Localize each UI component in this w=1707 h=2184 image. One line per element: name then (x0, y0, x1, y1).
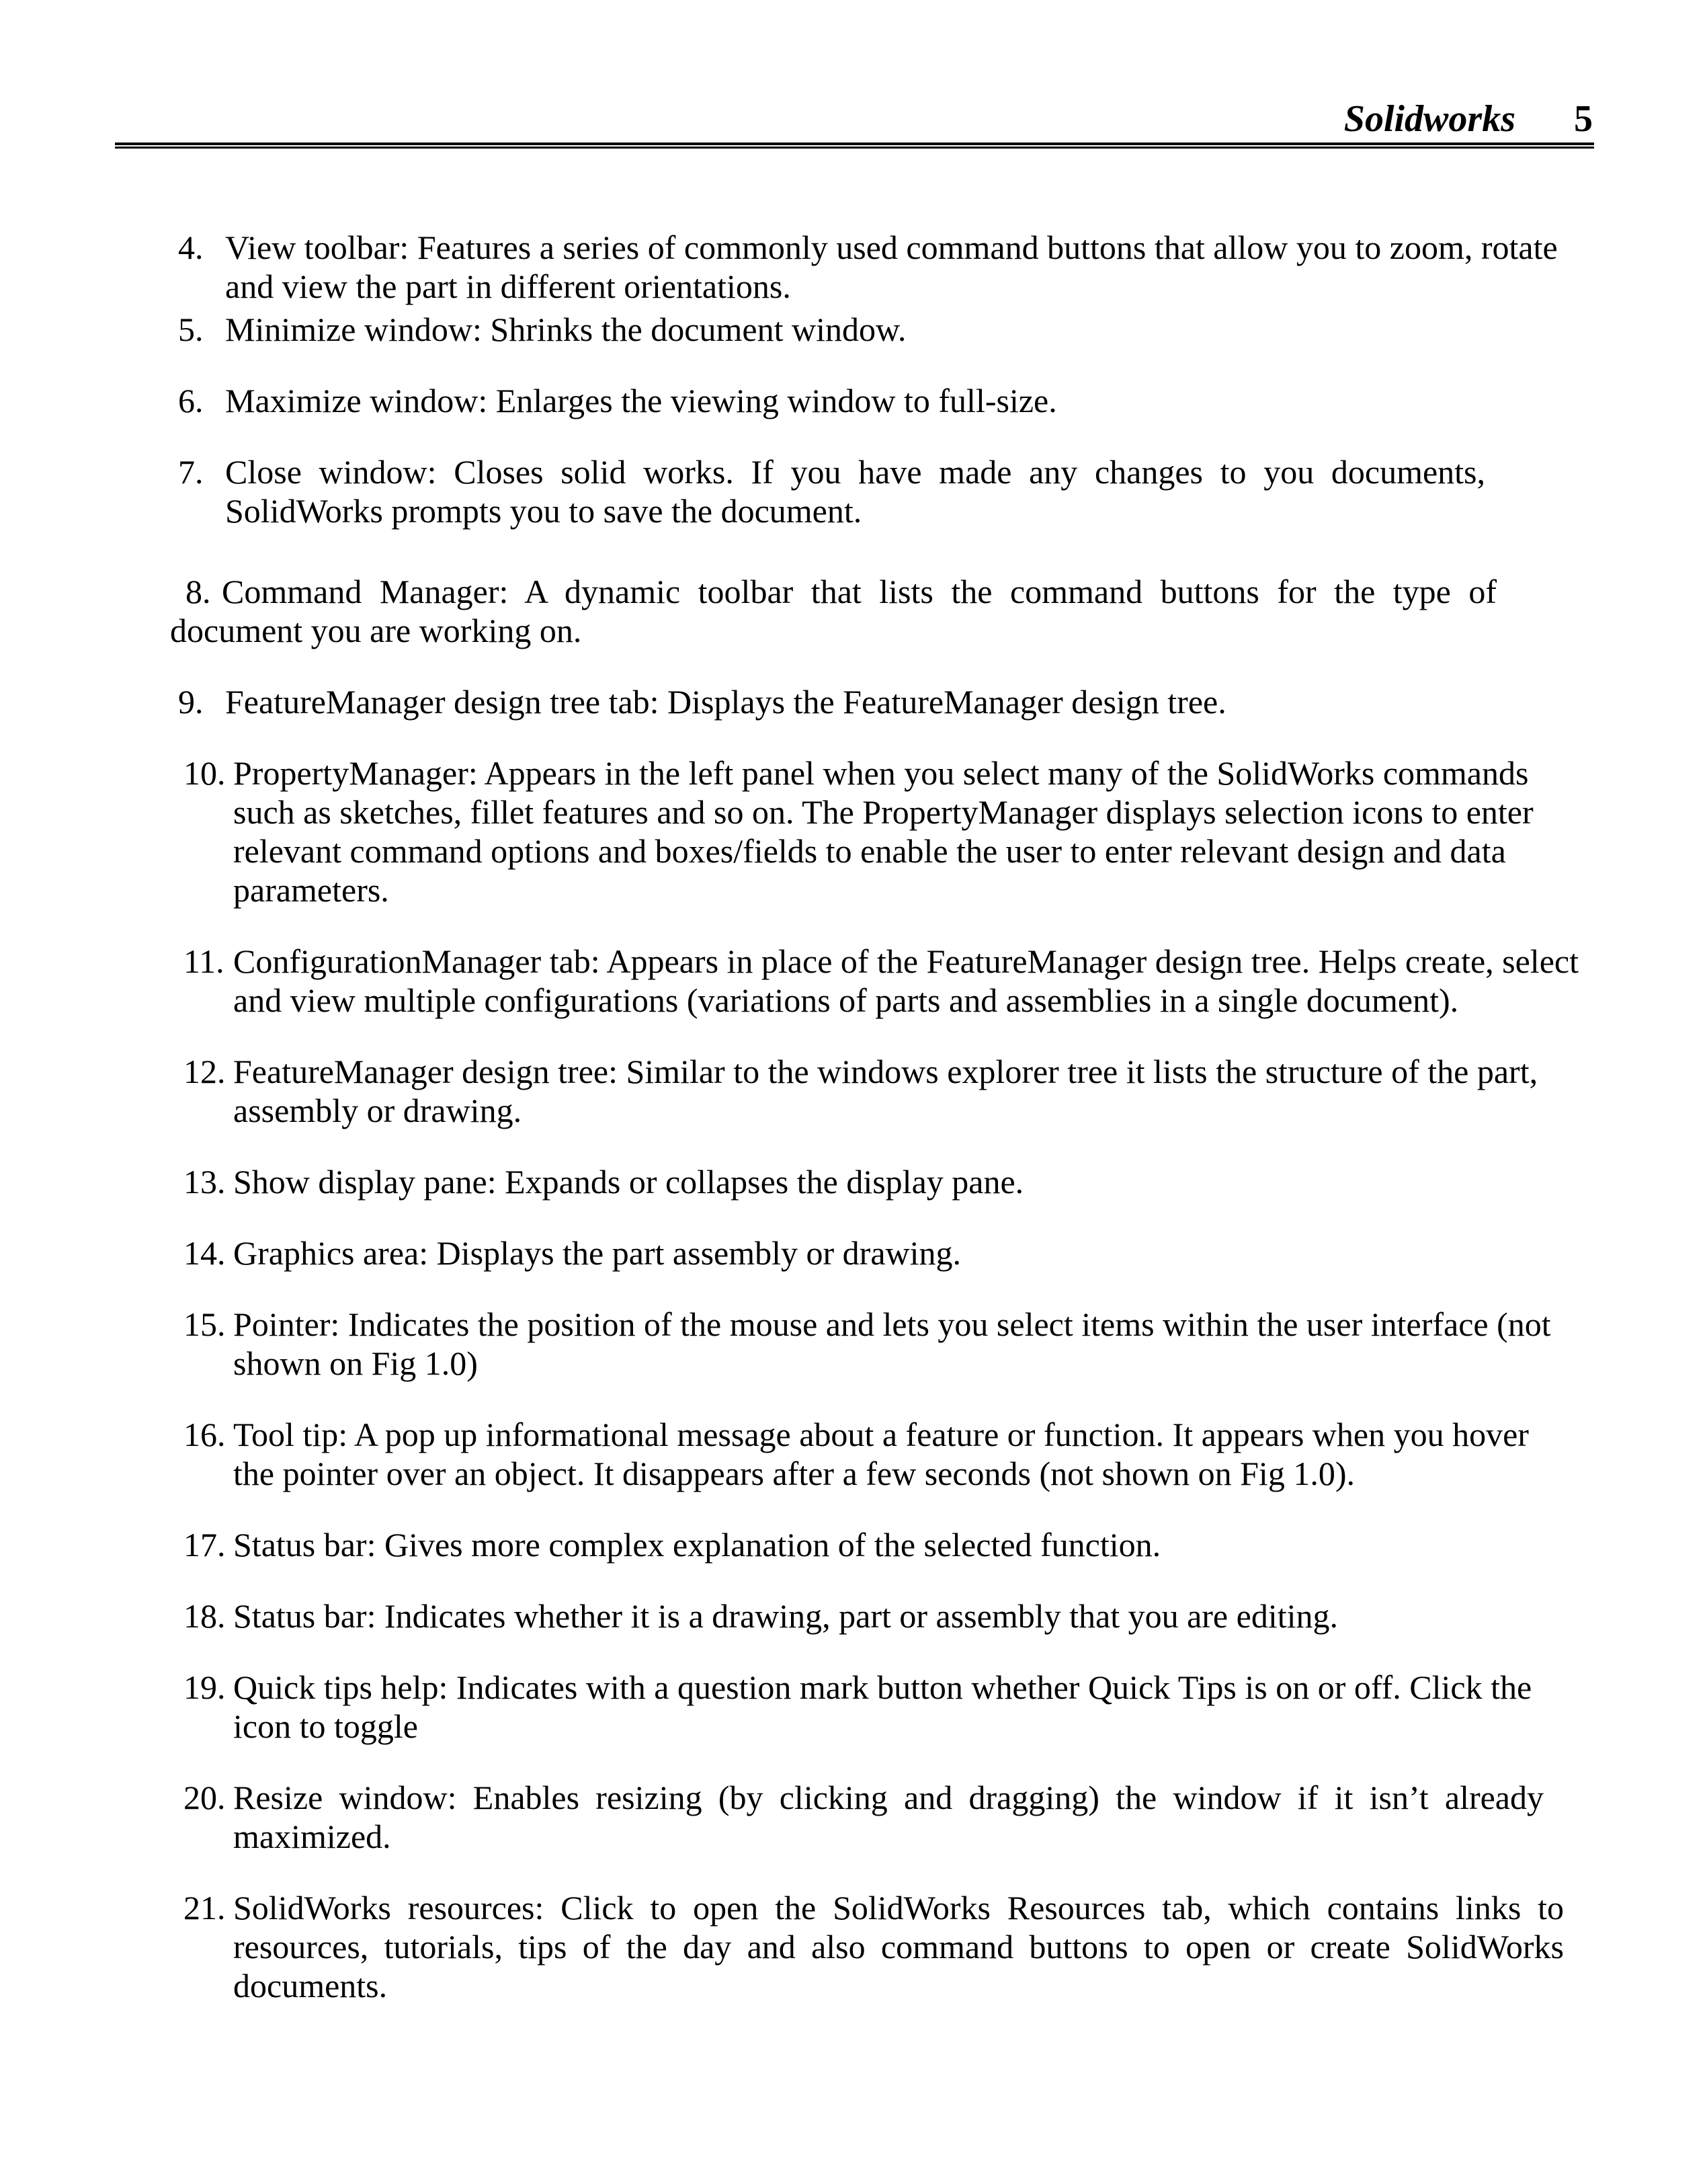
text-line: Resize window: Enables resizing (by clicking and dragging) the window if it isn’t already (233, 1779, 1544, 1816)
text-line: and view the part in different orientations. (225, 268, 791, 305)
list-item-7 (0, 452, 1707, 530)
text-line: maximized. (233, 1818, 391, 1855)
text-line: icon to toggle (233, 1707, 418, 1745)
text-line: SolidWorks prompts you to save the document. (225, 492, 862, 530)
item-number: 11. (183, 942, 224, 980)
text-line: Maximize window: Enlarges the viewing window to full-size. (225, 382, 1057, 419)
text-line: Close window: Closes solid works. If you have made any changes to you documents, (225, 453, 1485, 491)
item-number: 21. (183, 1889, 226, 1927)
text-line: SolidWorks resources: Click to open the SolidWorks Resources tab, which contains links to (233, 1889, 1564, 1927)
item-number: 17. (183, 1526, 226, 1564)
list-item-13 (0, 1162, 1707, 1201)
text-line: shown on Fig 1.0) (233, 1344, 478, 1382)
list-item-5 (0, 310, 1707, 349)
list-item-4 (0, 228, 1707, 306)
header-page-number: 5 (1574, 98, 1593, 140)
item-number: 12. (183, 1053, 226, 1090)
list-item-15 (0, 1305, 1707, 1383)
list-item-16 (0, 1415, 1707, 1493)
item-number: 10. (183, 754, 226, 792)
text-line: Tool tip: A pop up informational message about a feature or function. It appears when you hover (233, 1416, 1529, 1453)
text-line: the pointer over an object. It disappears after a few seconds (not shown on Fig 1.0). (233, 1455, 1355, 1492)
text-line: and view multiple configurations (variations of parts and assemblies in a single document). (233, 981, 1459, 1019)
text-line: Status bar: Indicates whether it is a drawing, part or assembly that you are editing. (233, 1597, 1338, 1635)
list-item-18 (0, 1596, 1707, 1635)
list-item-10 (0, 754, 1707, 909)
text-line: resources, tutorials, tips of the day and also command buttons to open or create SolidWorks (233, 1928, 1564, 1966)
list-item-9 (0, 682, 1707, 721)
text-line: assembly or drawing. (233, 1092, 522, 1129)
text-line: Command Manager: A dynamic toolbar that lists the command buttons for the type of (222, 573, 1497, 610)
item-number: 5. (178, 311, 204, 348)
item-number: 13. (183, 1163, 226, 1201)
text-line: FeatureManager design tree: Similar to the windows explorer tree it lists the structure of the part, (233, 1053, 1538, 1090)
header-rule-thin (115, 147, 1594, 149)
list-item-21 (0, 1888, 1707, 2005)
list-item-8 (0, 572, 1707, 650)
text-line: relevant command options and boxes/fields to enable the user to enter relevant design and data (233, 832, 1506, 870)
text-line: Quick tips help: Indicates with a question mark button whether Quick Tips is on or off. Click the (233, 1668, 1532, 1706)
item-number: 15. (183, 1305, 226, 1343)
text-line: document you are working on. (170, 612, 582, 649)
list-item-11 (0, 942, 1707, 1020)
item-number: 19. (183, 1668, 226, 1706)
list-item-17 (0, 1525, 1707, 1564)
text-line: Graphics area: Displays the part assembly or drawing. (233, 1234, 962, 1272)
item-number: 7. (178, 453, 204, 491)
text-line: PropertyManager: Appears in the left panel when you select many of the SolidWorks commands (233, 754, 1529, 792)
text-line: Status bar: Gives more complex explanation of the selected function. (233, 1526, 1161, 1564)
item-number: 16. (183, 1416, 226, 1453)
item-number: 14. (183, 1234, 226, 1272)
item-number: 4. (178, 229, 204, 266)
list-item-14 (0, 1233, 1707, 1272)
list-item-6 (0, 381, 1707, 420)
text-line: Minimize window: Shrinks the document window. (225, 311, 907, 348)
item-number: 20. (183, 1779, 226, 1816)
text-line: FeatureManager design tree tab: Displays the FeatureManager design tree. (225, 683, 1226, 721)
text-line: Show display pane: Expands or collapses the display pane. (233, 1163, 1024, 1201)
text-line: Pointer: Indicates the position of the mouse and lets you select items within the user interface (not (233, 1305, 1551, 1343)
page-header (1344, 100, 1593, 138)
item-number: 6. (178, 382, 204, 419)
item-number: 9. (178, 683, 204, 721)
list-item-19 (0, 1668, 1707, 1746)
text-line: documents. (233, 1967, 388, 2005)
text-line: ConfigurationManager tab: Appears in place of the FeatureManager design tree. Helps create, select (233, 942, 1579, 980)
text-line: View toolbar: Features a series of commonly used command buttons that allow you to zoom, rotate (225, 229, 1558, 266)
item-number: 18. (183, 1597, 226, 1635)
text-line: parameters. (233, 871, 389, 909)
item-number: 8. (185, 573, 211, 610)
header-rule-thick (115, 143, 1594, 145)
numbered-list (0, 228, 1707, 2005)
list-item-12 (0, 1052, 1707, 1130)
list-item-20 (0, 1778, 1707, 1856)
text-line: such as sketches, fillet features and so on. The PropertyManager displays selection icons to enter (233, 793, 1534, 831)
header-title: Solidworks (1343, 98, 1515, 140)
